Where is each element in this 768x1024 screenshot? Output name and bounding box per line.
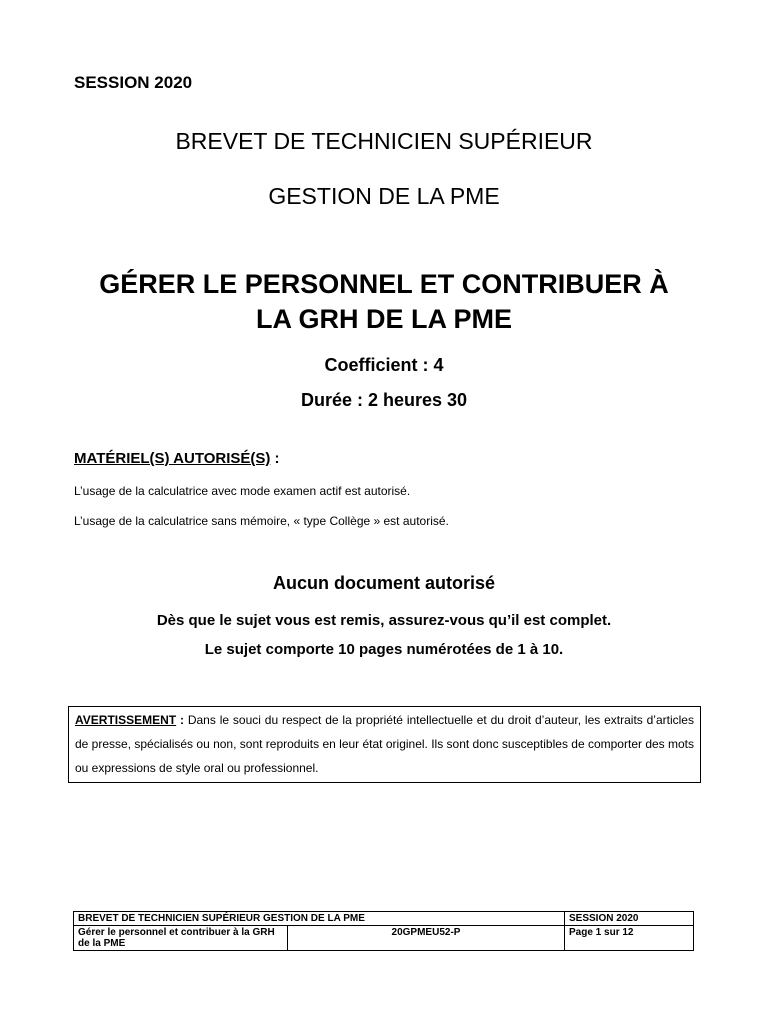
materiel-line: L’usage de la calculatrice avec mode examen actif est autorisé. [74, 484, 411, 498]
materiel-heading-colon: : [270, 450, 280, 467]
footer-session: SESSION 2020 [565, 912, 694, 926]
footer-row [74, 912, 694, 926]
speciality-title: GESTION DE LA PME [268, 183, 500, 209]
subject-title-line2: LA GRH DE LA PME [256, 304, 512, 334]
materiel-line: L’usage de la calculatrice sans mémoire, « type Collège » est autorisé. [74, 514, 449, 528]
warning-label: AVERTISSEMENT [75, 713, 177, 727]
session-label: SESSION 2020 [74, 73, 193, 92]
footer-subject: Gérer le personnel et contribuer à la GRH de la PME [74, 926, 288, 951]
coefficient: Coefficient : 4 [324, 355, 444, 375]
page-count-notice: Le sujet comporte 10 pages numérotées de 1 à 10. [204, 641, 564, 658]
warning-text: Dans le souci du respect de la propriété intellectuelle et du droit d’auteur, les extraits d’articles de presse, spécialisés ou non, sont reproduits en leur état originel. Ils sont donc susceptibles de comporter des mots ou expressions de style oral ou professionnel. [75, 713, 695, 775]
no-document-notice: Aucun document autorisé [272, 573, 496, 593]
footer-row [74, 926, 694, 951]
check-complete-notice: Dès que le sujet vous est remis, assurez-vous qu’il est complet. [156, 612, 612, 629]
warning-box [68, 706, 701, 783]
footer-table [73, 911, 694, 951]
duration: Durée : 2 heures 30 [300, 390, 468, 410]
footer-page: Page 1 sur 12 [565, 926, 694, 951]
footer-code: 20GPMEU52-P [288, 926, 565, 951]
warning-colon: : [176, 713, 184, 727]
materiel-heading-label: MATÉRIEL(S) AUTORISÉ(S) [74, 450, 271, 467]
footer-exam: BREVET DE TECHNICIEN SUPÉRIEUR GESTION DE LA PME [74, 912, 565, 926]
materiel-heading [74, 450, 280, 467]
exam-title: BREVET DE TECHNICIEN SUPÉRIEUR [175, 128, 593, 154]
subject-title-line1: GÉRER LE PERSONNEL ET CONTRIBUER À [99, 269, 669, 299]
subject-title [0, 267, 768, 337]
